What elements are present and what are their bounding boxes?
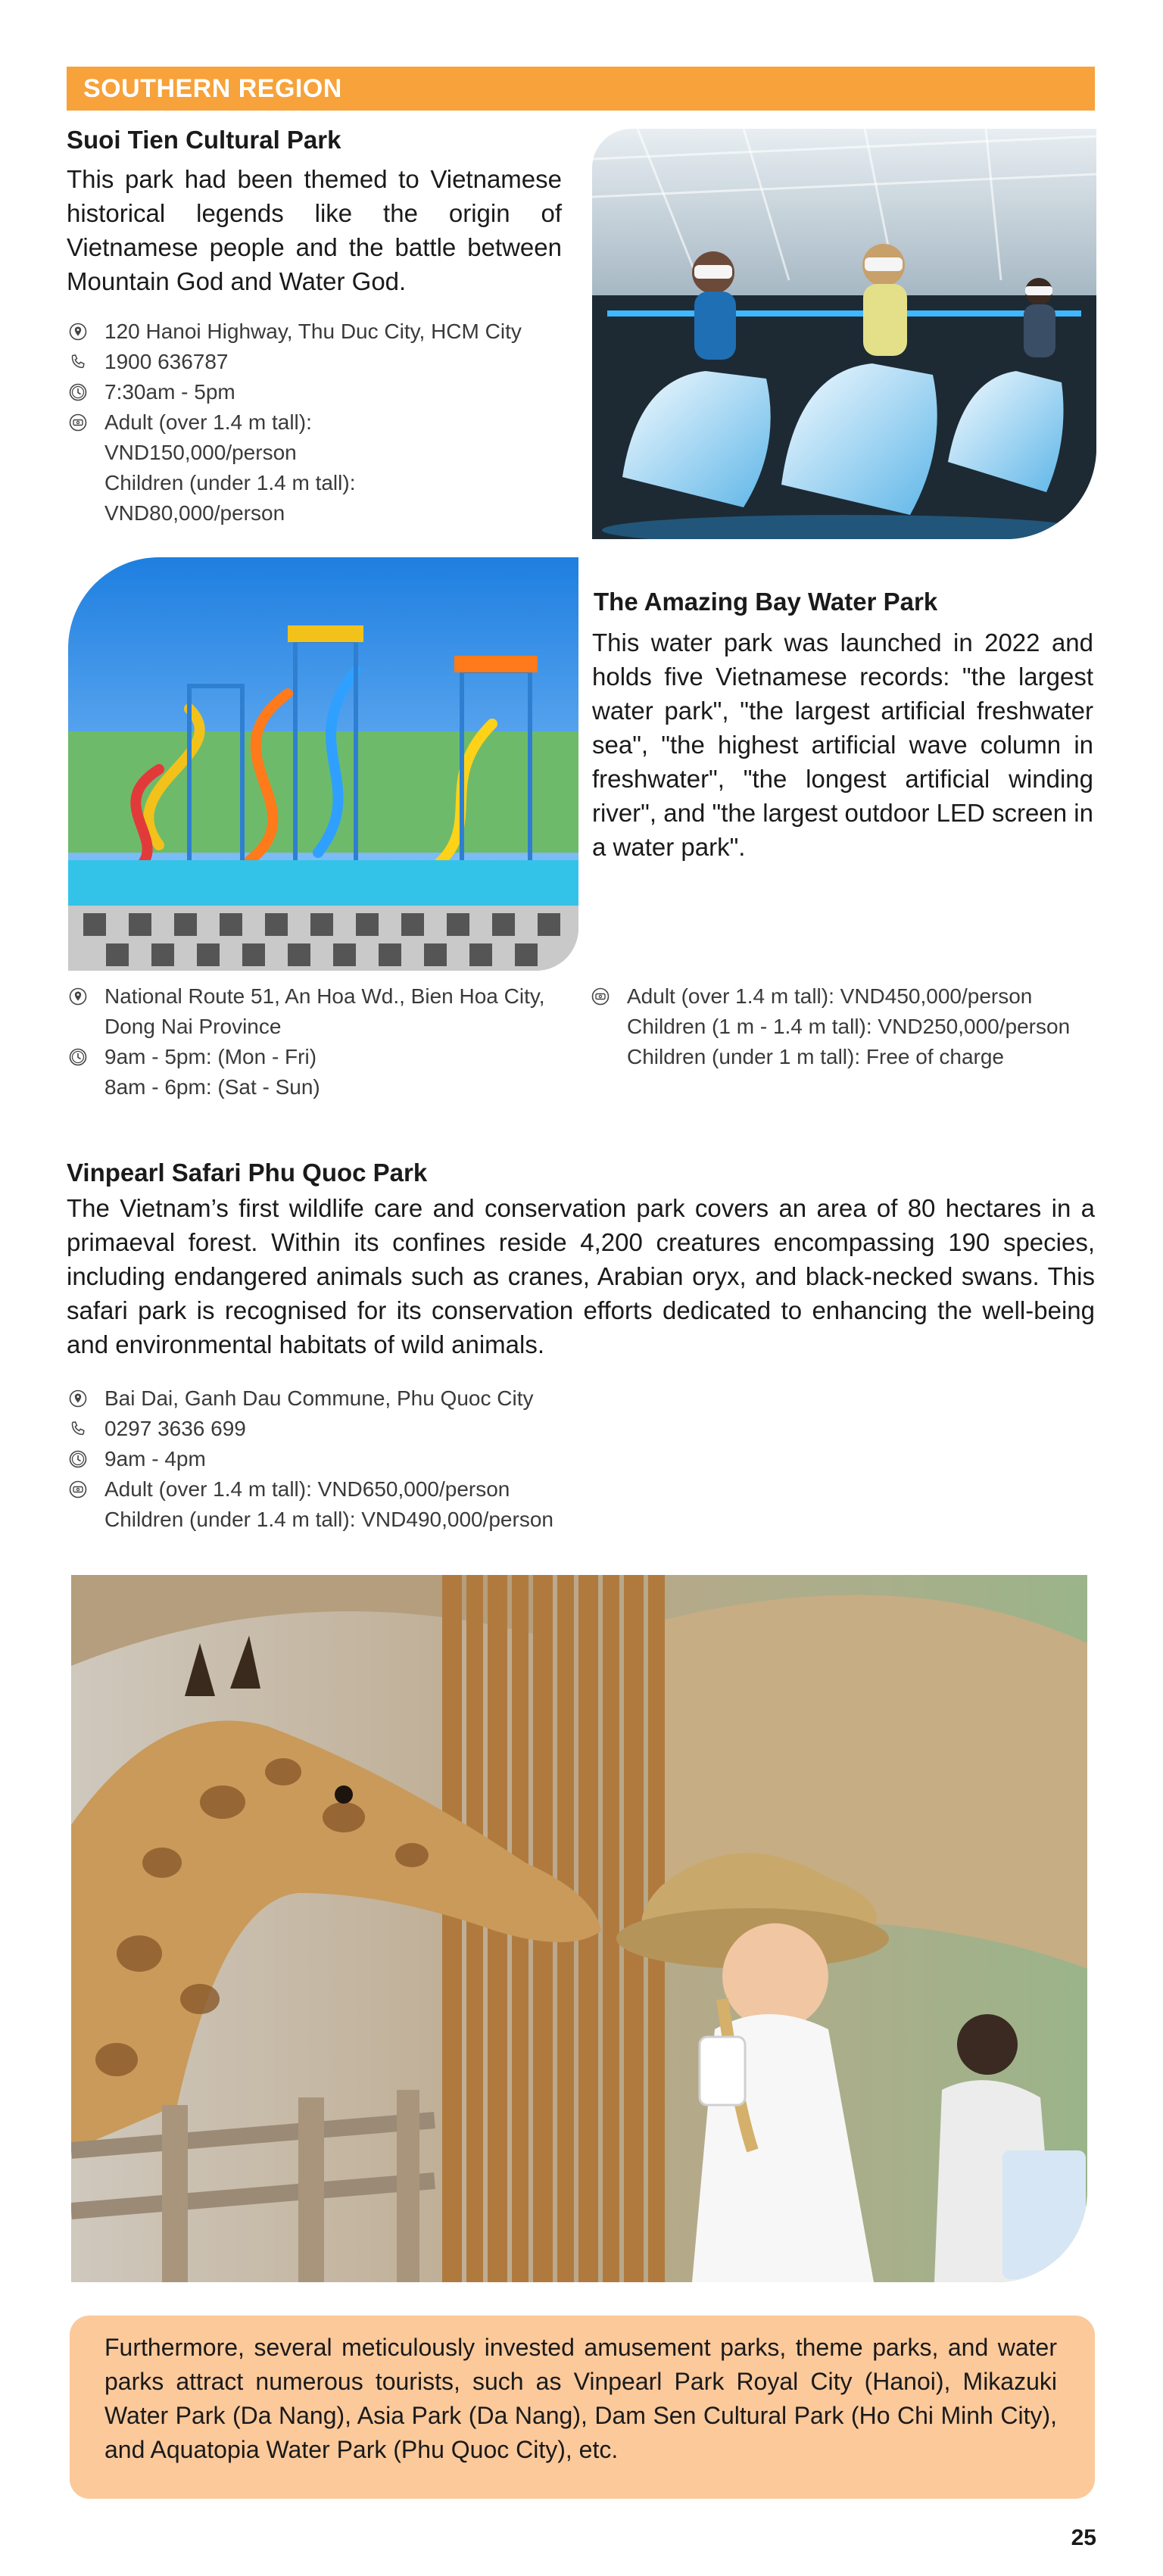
page-number: 25	[1071, 2525, 1096, 2550]
section-banner: SOUTHERN REGION	[67, 67, 1095, 111]
vinpearl-description: The Vietnam’s first wildlife care and conservation park covers an area of 80 hectares in a primaeval forest. Within its confines reside 4,200 creatures encompassing 190 species, including endangered animals such as cranes, Arabian oryx, and black-necked swans. This safari park is recognised for its conservation efforts dedicated to enhancing the well-being and environmental habitats of wild animals.	[67, 1194, 1095, 1358]
phone-row	[67, 347, 582, 377]
hours-line: 8am - 6pm: (Sat - Sun)	[104, 1075, 320, 1099]
giraffe-feeding-photo	[71, 1575, 1087, 2282]
address-row	[67, 1383, 748, 1414]
price-line: Children (under 1.4 m tall):	[104, 471, 356, 494]
hours-row	[67, 1042, 582, 1102]
ticket-price-icon	[67, 407, 89, 438]
price-row	[67, 407, 582, 529]
address-line: Dong Nai Province	[104, 1015, 282, 1038]
price-line: VND150,000/person	[104, 441, 297, 464]
hours-text: 9am - 4pm	[104, 1447, 206, 1470]
address-text: Bai Dai, Ganh Dau Commune, Phu Quoc City	[104, 1386, 534, 1410]
ticket-price-icon	[589, 981, 612, 1012]
price-line: Children (1 m - 1.4 m tall): VND250,000/person	[627, 1015, 1071, 1038]
suoi-tien-title: Suoi Tien Cultural Park	[67, 126, 341, 154]
price-line: Adult (over 1.4 m tall):	[104, 410, 312, 434]
phone-text: 1900 636787	[104, 350, 229, 373]
water-park-photo	[68, 557, 578, 971]
price-line: Children (under 1.4 m tall): VND490,000/person	[104, 1508, 553, 1531]
price-row	[589, 981, 1104, 1072]
vinpearl-info	[67, 1383, 748, 1535]
clock-icon	[67, 377, 89, 407]
amazing-bay-info-left	[67, 981, 582, 1102]
amazing-bay-info-right	[589, 981, 1104, 1072]
hours-row	[67, 1444, 748, 1474]
price-line: VND80,000/person	[104, 501, 285, 525]
clock-icon	[67, 1042, 89, 1072]
price-line: Adult (over 1.4 m tall): VND650,000/person	[104, 1477, 510, 1501]
price-line: Adult (over 1.4 m tall): VND450,000/person	[627, 984, 1033, 1008]
location-pin-icon	[67, 1383, 89, 1414]
clock-icon	[67, 1444, 89, 1474]
phone-text: 0297 3636 699	[104, 1417, 246, 1440]
callout-text: Furthermore, several meticulously invested amusement parks, theme parks, and water parks attract numerous tourists, such as Vinpearl Park Royal City (Hanoi), Mikazuki Water Park (Da Nang), Asia Park (Da Nang), Dam Sen Cultural Park (Ho Chi Minh City), and Aquatopia Water Park (Phu Quoc City), etc.	[104, 2334, 1057, 2463]
address-row	[67, 317, 582, 347]
amazing-bay-title: The Amazing Bay Water Park	[594, 588, 938, 616]
address-line: National Route 51, An Hoa Wd., Bien Hoa City,	[104, 984, 545, 1008]
price-row	[67, 1474, 748, 1535]
address-row	[67, 981, 582, 1042]
location-pin-icon	[67, 981, 89, 1012]
location-pin-icon	[67, 317, 89, 347]
hours-row	[67, 377, 582, 407]
address-text: 120 Hanoi Highway, Thu Duc City, HCM City	[104, 320, 522, 343]
phone-icon	[67, 347, 89, 377]
ticket-price-icon	[67, 1474, 89, 1505]
suoi-tien-description: This park had been themed to Vietnamese historical legends like the origin of Vietnamese people and the battle between Mountain God and Water God.	[67, 165, 562, 295]
phone-row	[67, 1414, 748, 1444]
amazing-bay-description: This water park was launched in 2022 and holds five Vietnamese records: "the largest water park", "the largest artificial freshwater sea", "the highest artificial wave column in freshwater", "the longest artificial winding river", and "the largest outdoor LED screen in a water park".	[592, 628, 1093, 861]
vr-ride-photo	[592, 129, 1096, 539]
vinpearl-title: Vinpearl Safari Phu Quoc Park	[67, 1159, 428, 1187]
suoi-tien-info	[67, 317, 582, 529]
hours-line: 9am - 5pm: (Mon - Fri)	[104, 1045, 317, 1068]
hours-text: 7:30am - 5pm	[104, 380, 235, 404]
callout-box	[70, 2316, 1095, 2499]
phone-icon	[67, 1414, 89, 1444]
price-line: Children (under 1 m tall): Free of charge	[627, 1045, 1004, 1068]
